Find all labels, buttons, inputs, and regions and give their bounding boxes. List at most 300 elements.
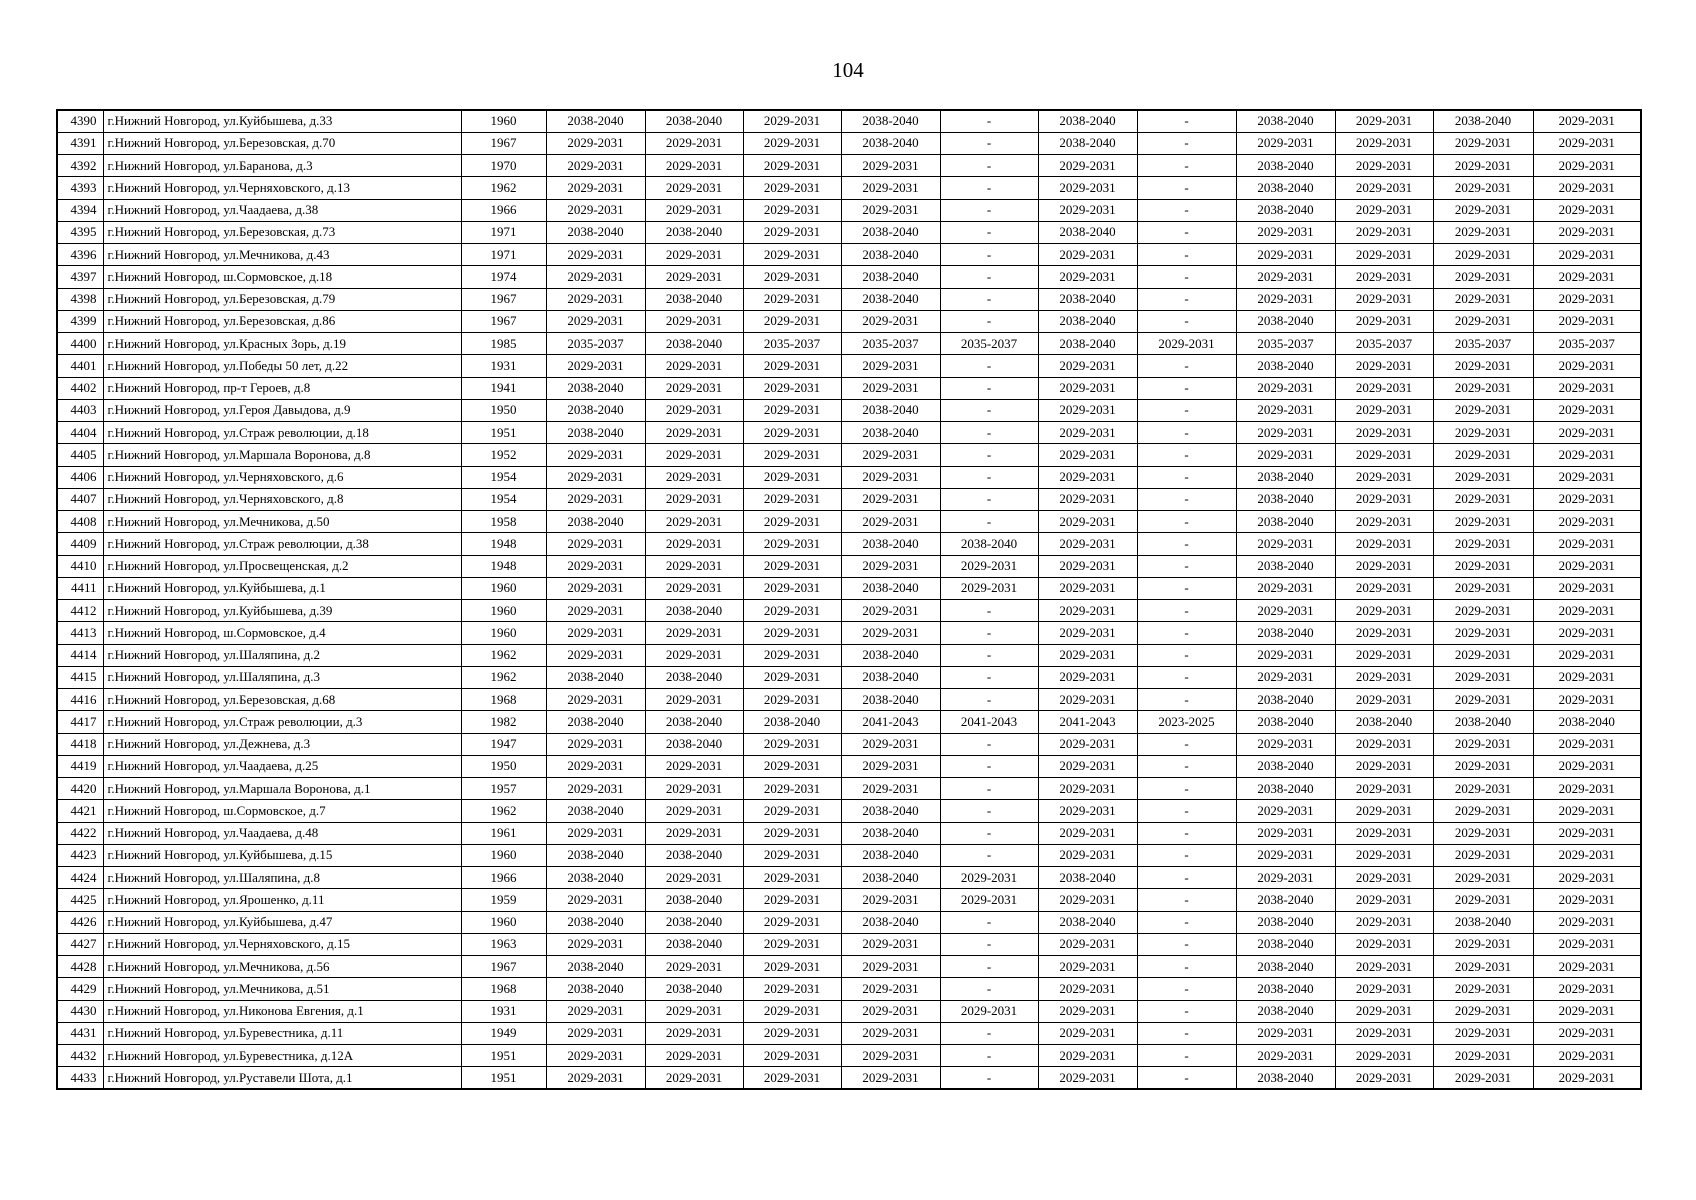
cell-row-number: 4419 (57, 755, 103, 777)
cell-term-col-3: 2029-2031 (743, 555, 841, 577)
cell-term-col-7: - (1137, 978, 1236, 1000)
cell-term-col-10: 2029-2031 (1433, 466, 1533, 488)
cell-term-col-6: 2029-2031 (1038, 889, 1137, 911)
table-row (57, 956, 1641, 978)
cell-term-col-2: 2029-2031 (645, 622, 743, 644)
table-row (57, 444, 1641, 466)
cell-term-col-2: 2029-2031 (645, 244, 743, 266)
cell-term-col-8: 2038-2040 (1236, 889, 1335, 911)
schedule-table (56, 109, 1642, 1090)
cell-term-col-2: 2029-2031 (645, 867, 743, 889)
cell-term-col-3: 2029-2031 (743, 399, 841, 421)
cell-row-number: 4426 (57, 911, 103, 933)
cell-row-number: 4399 (57, 310, 103, 332)
cell-term-col-11: 2029-2031 (1533, 399, 1641, 421)
cell-term-col-6: 2029-2031 (1038, 778, 1137, 800)
cell-term-col-11: 2029-2031 (1533, 199, 1641, 221)
cell-term-col-5: - (940, 1067, 1038, 1089)
cell-term-col-1: 2029-2031 (546, 177, 645, 199)
cell-term-col-8: 2029-2031 (1236, 644, 1335, 666)
cell-term-col-1: 2029-2031 (546, 1000, 645, 1022)
cell-term-col-9: 2029-2031 (1335, 199, 1433, 221)
cell-term-col-2: 2038-2040 (645, 711, 743, 733)
cell-term-col-1: 2038-2040 (546, 911, 645, 933)
cell-term-col-8: 2029-2031 (1236, 266, 1335, 288)
cell-address: г.Нижний Новгород, ул.Буревестника, д.12А (103, 1045, 461, 1067)
cell-term-col-11: 2029-2031 (1533, 266, 1641, 288)
cell-term-col-10: 2029-2031 (1433, 755, 1533, 777)
cell-year-built: 1967 (461, 956, 546, 978)
cell-term-col-1: 2029-2031 (546, 600, 645, 622)
cell-term-col-9: 2029-2031 (1335, 488, 1433, 510)
cell-term-col-11: 2029-2031 (1533, 1000, 1641, 1022)
cell-row-number: 4418 (57, 733, 103, 755)
cell-row-number: 4410 (57, 555, 103, 577)
cell-term-col-9: 2029-2031 (1335, 911, 1433, 933)
cell-term-col-6: 2029-2031 (1038, 533, 1137, 555)
cell-address: г.Нижний Новгород, ул.Маршала Воронова, д.8 (103, 444, 461, 466)
cell-term-col-1: 2029-2031 (546, 555, 645, 577)
cell-term-col-9: 2029-2031 (1335, 755, 1433, 777)
cell-year-built: 1971 (461, 221, 546, 243)
cell-term-col-5: - (940, 221, 1038, 243)
cell-address: г.Нижний Новгород, ш.Сормовское, д.7 (103, 800, 461, 822)
cell-term-col-5: - (940, 956, 1038, 978)
cell-term-col-11: 2029-2031 (1533, 889, 1641, 911)
cell-term-col-8: 2029-2031 (1236, 377, 1335, 399)
cell-term-col-6: 2029-2031 (1038, 755, 1137, 777)
cell-term-col-9: 2029-2031 (1335, 1067, 1433, 1089)
cell-term-col-4: 2029-2031 (841, 444, 940, 466)
cell-year-built: 1951 (461, 1067, 546, 1089)
cell-term-col-1: 2038-2040 (546, 110, 645, 132)
cell-term-col-10: 2029-2031 (1433, 221, 1533, 243)
cell-term-col-4: 2029-2031 (841, 1045, 940, 1067)
cell-term-col-3: 2035-2037 (743, 333, 841, 355)
cell-row-number: 4402 (57, 377, 103, 399)
cell-term-col-11: 2029-2031 (1533, 911, 1641, 933)
cell-term-col-2: 2029-2031 (645, 689, 743, 711)
cell-term-col-8: 2029-2031 (1236, 132, 1335, 154)
cell-term-col-2: 2029-2031 (645, 355, 743, 377)
cell-year-built: 1970 (461, 155, 546, 177)
cell-term-col-3: 2029-2031 (743, 800, 841, 822)
cell-term-col-5: - (940, 644, 1038, 666)
cell-term-col-7: - (1137, 800, 1236, 822)
cell-term-col-3: 2029-2031 (743, 266, 841, 288)
cell-term-col-9: 2029-2031 (1335, 689, 1433, 711)
cell-year-built: 1962 (461, 666, 546, 688)
cell-row-number: 4391 (57, 132, 103, 154)
cell-year-built: 1950 (461, 755, 546, 777)
cell-term-col-4: 2038-2040 (841, 533, 940, 555)
cell-term-col-7: - (1137, 132, 1236, 154)
cell-year-built: 1963 (461, 933, 546, 955)
cell-row-number: 4423 (57, 844, 103, 866)
cell-term-col-6: 2038-2040 (1038, 310, 1137, 332)
cell-term-col-1: 2029-2031 (546, 310, 645, 332)
cell-row-number: 4396 (57, 244, 103, 266)
cell-address: г.Нижний Новгород, ул.Маршала Воронова, д.1 (103, 778, 461, 800)
cell-year-built: 1962 (461, 177, 546, 199)
cell-address: г.Нижний Новгород, ш.Сормовское, д.18 (103, 266, 461, 288)
cell-term-col-4: 2029-2031 (841, 199, 940, 221)
cell-term-col-10: 2029-2031 (1433, 733, 1533, 755)
cell-term-col-9: 2029-2031 (1335, 511, 1433, 533)
cell-term-col-5: - (940, 978, 1038, 1000)
cell-row-number: 4401 (57, 355, 103, 377)
cell-row-number: 4398 (57, 288, 103, 310)
cell-address: г.Нижний Новгород, ул.Куйбышева, д.47 (103, 911, 461, 933)
cell-row-number: 4412 (57, 600, 103, 622)
cell-term-col-4: 2038-2040 (841, 244, 940, 266)
cell-term-col-5: 2038-2040 (940, 533, 1038, 555)
cell-term-col-6: 2029-2031 (1038, 622, 1137, 644)
cell-term-col-4: 2038-2040 (841, 132, 940, 154)
cell-address: г.Нижний Новгород, ул.Куйбышева, д.1 (103, 577, 461, 599)
table-row (57, 132, 1641, 154)
cell-term-col-3: 2029-2031 (743, 221, 841, 243)
table-row (57, 221, 1641, 243)
cell-term-col-3: 2029-2031 (743, 755, 841, 777)
cell-term-col-1: 2038-2040 (546, 711, 645, 733)
cell-row-number: 4404 (57, 422, 103, 444)
cell-term-col-6: 2029-2031 (1038, 978, 1137, 1000)
cell-term-col-3: 2029-2031 (743, 288, 841, 310)
cell-term-col-7: - (1137, 933, 1236, 955)
cell-term-col-9: 2029-2031 (1335, 310, 1433, 332)
cell-term-col-8: 2029-2031 (1236, 577, 1335, 599)
cell-term-col-8: 2029-2031 (1236, 399, 1335, 421)
cell-term-col-8: 2029-2031 (1236, 822, 1335, 844)
cell-term-col-4: 2029-2031 (841, 1067, 940, 1089)
cell-term-col-6: 2038-2040 (1038, 221, 1137, 243)
cell-term-col-9: 2029-2031 (1335, 1000, 1433, 1022)
cell-term-col-4: 2038-2040 (841, 221, 940, 243)
cell-term-col-5: - (940, 377, 1038, 399)
cell-term-col-7: - (1137, 110, 1236, 132)
cell-term-col-1: 2029-2031 (546, 266, 645, 288)
cell-term-col-1: 2029-2031 (546, 533, 645, 555)
cell-term-col-10: 2038-2040 (1433, 911, 1533, 933)
cell-term-col-2: 2038-2040 (645, 600, 743, 622)
cell-term-col-3: 2029-2031 (743, 600, 841, 622)
cell-term-col-1: 2029-2031 (546, 689, 645, 711)
table-row (57, 155, 1641, 177)
cell-term-col-8: 2038-2040 (1236, 689, 1335, 711)
table-row (57, 1022, 1641, 1044)
cell-term-col-4: 2029-2031 (841, 555, 940, 577)
cell-row-number: 4432 (57, 1045, 103, 1067)
cell-term-col-3: 2029-2031 (743, 822, 841, 844)
cell-term-col-10: 2029-2031 (1433, 266, 1533, 288)
cell-term-col-6: 2029-2031 (1038, 399, 1137, 421)
cell-term-col-3: 2029-2031 (743, 778, 841, 800)
cell-term-col-9: 2029-2031 (1335, 956, 1433, 978)
cell-term-col-5: - (940, 689, 1038, 711)
cell-term-col-5: - (940, 488, 1038, 510)
cell-term-col-9: 2029-2031 (1335, 132, 1433, 154)
table-row (57, 911, 1641, 933)
cell-term-col-8: 2038-2040 (1236, 355, 1335, 377)
cell-term-col-6: 2029-2031 (1038, 1045, 1137, 1067)
cell-address: г.Нижний Новгород, ул.Чаадаева, д.48 (103, 822, 461, 844)
cell-term-col-10: 2029-2031 (1433, 844, 1533, 866)
cell-term-col-10: 2029-2031 (1433, 577, 1533, 599)
cell-term-col-5: - (940, 778, 1038, 800)
cell-row-number: 4408 (57, 511, 103, 533)
cell-address: г.Нижний Новгород, ул.Березовская, д.86 (103, 310, 461, 332)
cell-term-col-4: 2029-2031 (841, 600, 940, 622)
cell-term-col-8: 2038-2040 (1236, 110, 1335, 132)
cell-year-built: 1966 (461, 867, 546, 889)
cell-term-col-2: 2029-2031 (645, 778, 743, 800)
cell-term-col-3: 2029-2031 (743, 377, 841, 399)
cell-term-col-1: 2029-2031 (546, 755, 645, 777)
cell-term-col-11: 2029-2031 (1533, 755, 1641, 777)
cell-term-col-6: 2029-2031 (1038, 177, 1137, 199)
cell-term-col-6: 2029-2031 (1038, 466, 1137, 488)
cell-term-col-7: - (1137, 577, 1236, 599)
cell-term-col-1: 2029-2031 (546, 644, 645, 666)
cell-term-col-6: 2029-2031 (1038, 199, 1137, 221)
cell-term-col-9: 2029-2031 (1335, 377, 1433, 399)
table-row (57, 778, 1641, 800)
cell-address: г.Нижний Новгород, ул.Страж революции, д.3 (103, 711, 461, 733)
cell-term-col-3: 2029-2031 (743, 911, 841, 933)
cell-row-number: 4409 (57, 533, 103, 555)
cell-term-col-6: 2029-2031 (1038, 244, 1137, 266)
cell-term-col-8: 2029-2031 (1236, 533, 1335, 555)
cell-term-col-10: 2029-2031 (1433, 399, 1533, 421)
cell-term-col-5: - (940, 511, 1038, 533)
cell-term-col-9: 2029-2031 (1335, 355, 1433, 377)
cell-term-col-6: 2029-2031 (1038, 956, 1137, 978)
cell-term-col-8: 2029-2031 (1236, 422, 1335, 444)
cell-term-col-6: 2038-2040 (1038, 867, 1137, 889)
cell-term-col-3: 2029-2031 (743, 422, 841, 444)
cell-term-col-1: 2029-2031 (546, 466, 645, 488)
cell-term-col-8: 2038-2040 (1236, 911, 1335, 933)
cell-term-col-11: 2029-2031 (1533, 444, 1641, 466)
cell-term-col-3: 2029-2031 (743, 199, 841, 221)
cell-term-col-3: 2029-2031 (743, 1022, 841, 1044)
cell-term-col-10: 2029-2031 (1433, 555, 1533, 577)
table-row (57, 1000, 1641, 1022)
cell-year-built: 1985 (461, 333, 546, 355)
cell-term-col-11: 2029-2031 (1533, 533, 1641, 555)
cell-term-col-6: 2038-2040 (1038, 110, 1137, 132)
cell-term-col-11: 2029-2031 (1533, 110, 1641, 132)
cell-term-col-7: - (1137, 622, 1236, 644)
cell-year-built: 1941 (461, 377, 546, 399)
cell-term-col-9: 2029-2031 (1335, 733, 1433, 755)
table-row (57, 333, 1641, 355)
cell-term-col-11: 2029-2031 (1533, 377, 1641, 399)
cell-row-number: 4415 (57, 666, 103, 688)
cell-address: г.Нижний Новгород, ул.Мечникова, д.43 (103, 244, 461, 266)
cell-term-col-11: 2029-2031 (1533, 555, 1641, 577)
cell-row-number: 4407 (57, 488, 103, 510)
cell-address: г.Нижний Новгород, ул.Куйбышева, д.33 (103, 110, 461, 132)
cell-term-col-1: 2029-2031 (546, 444, 645, 466)
cell-row-number: 4414 (57, 644, 103, 666)
cell-term-col-8: 2029-2031 (1236, 288, 1335, 310)
cell-term-col-2: 2029-2031 (645, 755, 743, 777)
cell-term-col-5: - (940, 933, 1038, 955)
cell-term-col-7: - (1137, 422, 1236, 444)
cell-term-col-11: 2029-2031 (1533, 733, 1641, 755)
cell-term-col-7: - (1137, 288, 1236, 310)
cell-term-col-8: 2029-2031 (1236, 867, 1335, 889)
cell-term-col-10: 2029-2031 (1433, 622, 1533, 644)
table-row (57, 644, 1641, 666)
table-row (57, 933, 1641, 955)
cell-term-col-1: 2029-2031 (546, 822, 645, 844)
cell-term-col-1: 2029-2031 (546, 1045, 645, 1067)
cell-term-col-5: - (940, 177, 1038, 199)
cell-address: г.Нижний Новгород, ул.Мечникова, д.56 (103, 956, 461, 978)
cell-term-col-4: 2029-2031 (841, 733, 940, 755)
cell-term-col-1: 2038-2040 (546, 666, 645, 688)
cell-address: г.Нижний Новгород, ул.Никонова Евгения, д.1 (103, 1000, 461, 1022)
cell-term-col-9: 2029-2031 (1335, 778, 1433, 800)
cell-term-col-9: 2029-2031 (1335, 644, 1433, 666)
cell-address: г.Нижний Новгород, ул.Куйбышева, д.15 (103, 844, 461, 866)
cell-row-number: 4430 (57, 1000, 103, 1022)
cell-term-col-9: 2038-2040 (1335, 711, 1433, 733)
cell-term-col-5: - (940, 911, 1038, 933)
cell-year-built: 1948 (461, 555, 546, 577)
cell-address: г.Нижний Новгород, ул.Красных Зорь, д.19 (103, 333, 461, 355)
cell-term-col-2: 2029-2031 (645, 1067, 743, 1089)
cell-term-col-7: - (1137, 533, 1236, 555)
cell-term-col-9: 2029-2031 (1335, 1022, 1433, 1044)
cell-term-col-9: 2029-2031 (1335, 155, 1433, 177)
cell-year-built: 1968 (461, 978, 546, 1000)
cell-term-col-9: 2029-2031 (1335, 399, 1433, 421)
cell-term-col-9: 2029-2031 (1335, 555, 1433, 577)
cell-term-col-7: - (1137, 822, 1236, 844)
cell-year-built: 1961 (461, 822, 546, 844)
cell-term-col-9: 2029-2031 (1335, 666, 1433, 688)
cell-term-col-8: 2038-2040 (1236, 711, 1335, 733)
cell-term-col-4: 2038-2040 (841, 288, 940, 310)
cell-row-number: 4425 (57, 889, 103, 911)
cell-term-col-4: 2038-2040 (841, 666, 940, 688)
cell-address: г.Нижний Новгород, ул.Березовская, д.73 (103, 221, 461, 243)
cell-year-built: 1974 (461, 266, 546, 288)
table-row (57, 889, 1641, 911)
cell-term-col-3: 2029-2031 (743, 488, 841, 510)
cell-term-col-9: 2029-2031 (1335, 889, 1433, 911)
cell-term-col-9: 2029-2031 (1335, 867, 1433, 889)
cell-term-col-3: 2038-2040 (743, 711, 841, 733)
cell-term-col-9: 2029-2031 (1335, 978, 1433, 1000)
table-row (57, 600, 1641, 622)
cell-row-number: 4427 (57, 933, 103, 955)
cell-term-col-5: - (940, 399, 1038, 421)
cell-term-col-2: 2038-2040 (645, 889, 743, 911)
table-row (57, 666, 1641, 688)
cell-term-col-11: 2029-2031 (1533, 1067, 1641, 1089)
cell-term-col-4: 2038-2040 (841, 844, 940, 866)
cell-term-col-9: 2029-2031 (1335, 800, 1433, 822)
cell-term-col-3: 2029-2031 (743, 666, 841, 688)
table-row (57, 355, 1641, 377)
cell-term-col-1: 2029-2031 (546, 1067, 645, 1089)
table-row (57, 1045, 1641, 1067)
cell-row-number: 4390 (57, 110, 103, 132)
cell-term-col-2: 2029-2031 (645, 422, 743, 444)
cell-year-built: 1960 (461, 844, 546, 866)
cell-year-built: 1968 (461, 689, 546, 711)
cell-term-col-4: 2029-2031 (841, 355, 940, 377)
cell-term-col-9: 2029-2031 (1335, 444, 1433, 466)
cell-row-number: 4406 (57, 466, 103, 488)
cell-term-col-10: 2038-2040 (1433, 110, 1533, 132)
cell-row-number: 4424 (57, 867, 103, 889)
cell-term-col-3: 2029-2031 (743, 155, 841, 177)
cell-term-col-6: 2029-2031 (1038, 733, 1137, 755)
cell-term-col-3: 2029-2031 (743, 844, 841, 866)
cell-term-col-8: 2038-2040 (1236, 956, 1335, 978)
cell-term-col-7: 2029-2031 (1137, 333, 1236, 355)
cell-term-col-7: - (1137, 488, 1236, 510)
cell-term-col-10: 2029-2031 (1433, 800, 1533, 822)
cell-term-col-4: 2029-2031 (841, 755, 940, 777)
cell-address: г.Нижний Новгород, ул.Победы 50 лет, д.22 (103, 355, 461, 377)
cell-term-col-9: 2029-2031 (1335, 1045, 1433, 1067)
cell-term-col-11: 2029-2031 (1533, 800, 1641, 822)
cell-term-col-10: 2029-2031 (1433, 511, 1533, 533)
table-body (57, 110, 1641, 1089)
cell-term-col-5: - (940, 244, 1038, 266)
cell-term-col-8: 2029-2031 (1236, 244, 1335, 266)
cell-term-col-8: 2038-2040 (1236, 622, 1335, 644)
cell-address: г.Нижний Новгород, ул.Черняховского, д.6 (103, 466, 461, 488)
cell-term-col-5: - (940, 422, 1038, 444)
cell-term-col-1: 2029-2031 (546, 889, 645, 911)
table-row (57, 622, 1641, 644)
cell-term-col-6: 2029-2031 (1038, 1067, 1137, 1089)
cell-term-col-4: 2029-2031 (841, 177, 940, 199)
cell-term-col-1: 2029-2031 (546, 355, 645, 377)
cell-term-col-3: 2029-2031 (743, 867, 841, 889)
cell-term-col-4: 2038-2040 (841, 911, 940, 933)
cell-term-col-7: - (1137, 355, 1236, 377)
cell-term-col-5: 2029-2031 (940, 889, 1038, 911)
table-row (57, 288, 1641, 310)
cell-term-col-6: 2029-2031 (1038, 1022, 1137, 1044)
cell-term-col-7: - (1137, 666, 1236, 688)
cell-term-col-10: 2029-2031 (1433, 422, 1533, 444)
cell-term-col-1: 2038-2040 (546, 978, 645, 1000)
cell-term-col-8: 2038-2040 (1236, 199, 1335, 221)
cell-term-col-2: 2029-2031 (645, 1022, 743, 1044)
cell-term-col-1: 2038-2040 (546, 956, 645, 978)
cell-term-col-7: - (1137, 444, 1236, 466)
table-row (57, 511, 1641, 533)
cell-address: г.Нижний Новгород, пр-т Героев, д.8 (103, 377, 461, 399)
cell-term-col-10: 2029-2031 (1433, 956, 1533, 978)
cell-term-col-2: 2038-2040 (645, 288, 743, 310)
cell-term-col-1: 2029-2031 (546, 488, 645, 510)
table-row (57, 844, 1641, 866)
cell-term-col-11: 2029-2031 (1533, 422, 1641, 444)
cell-term-col-7: - (1137, 1045, 1236, 1067)
cell-year-built: 1971 (461, 244, 546, 266)
